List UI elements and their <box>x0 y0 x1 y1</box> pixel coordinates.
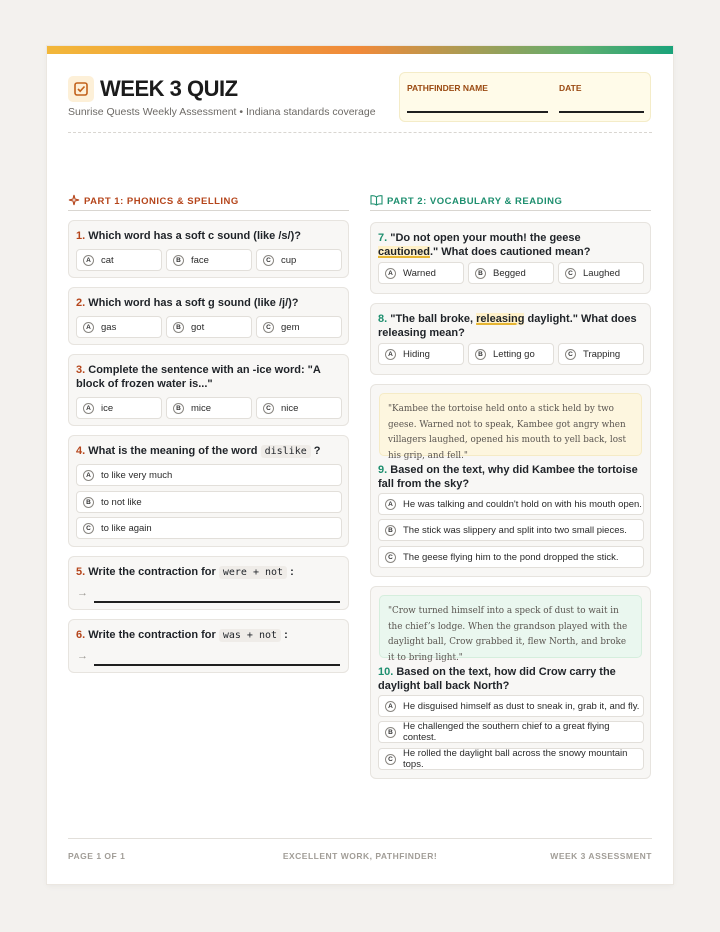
option-3c[interactable]: C nice <box>256 397 342 419</box>
option-9c[interactable]: C The geese flying him to the pond dropped the stick. <box>378 546 644 568</box>
checkbox-icon <box>68 76 94 102</box>
option-7c[interactable]: C Laughed <box>558 262 644 284</box>
page-title: WEEK 3 QUIZ <box>100 76 238 101</box>
option-9a[interactable]: A He was talking and couldn't hold on with his mouth open. <box>378 493 644 515</box>
question-card-3 <box>68 354 349 426</box>
quiz-sheet <box>47 46 673 884</box>
option-7a[interactable]: A Warned <box>378 262 464 284</box>
part2-rule <box>370 210 651 211</box>
option-10a[interactable]: A He disguised himself as dust to sneak in, grab it, and fly. <box>378 695 644 717</box>
option-1b[interactable]: B face <box>166 249 252 271</box>
option-2a[interactable]: A gas <box>76 316 162 338</box>
part1-rule <box>68 210 349 211</box>
question-card-6 <box>68 619 349 673</box>
footer-divider <box>68 838 652 839</box>
question-card-9 <box>370 384 651 577</box>
question-5-text: 5. Write the contraction for were + not : <box>76 566 294 578</box>
question-card-5 <box>68 556 349 610</box>
part1-heading <box>68 194 239 209</box>
arrow-right-icon: → <box>77 650 88 662</box>
question-9-text: 9. Based on the text, why did Kambee the tortoise fall from the sky? <box>378 464 638 490</box>
option-4b[interactable]: B to not like <box>76 491 342 513</box>
question-4-text: 4. What is the meaning of the word dislike ? <box>76 445 321 457</box>
option-2b[interactable]: B got <box>166 316 252 338</box>
option-8a[interactable]: A Hiding <box>378 343 464 365</box>
header-divider <box>68 132 652 133</box>
option-3a[interactable]: A ice <box>76 397 162 419</box>
question-card-2 <box>68 287 349 345</box>
answer-5-field[interactable] <box>94 601 340 603</box>
date-field[interactable] <box>559 111 644 113</box>
option-3b[interactable]: B mice <box>166 397 252 419</box>
name-field[interactable] <box>407 111 548 113</box>
passage-crow: "Crow turned himself into a speck of dust to wait in the chief’s lodge. When the grandson played with the daylight ball, Crow grabbed it, flew North, and broke it to bring light." <box>379 595 642 658</box>
part1-heading-text: PART 1: PHONICS & SPELLING <box>84 196 239 207</box>
answer-6-field[interactable] <box>94 664 340 666</box>
option-7b[interactable]: B Begged <box>468 262 554 284</box>
question-8-text: 8. "The ball broke, releasing daylight." What does releasing mean? <box>378 313 637 339</box>
option-8b[interactable]: B Letting go <box>468 343 554 365</box>
passage-kambee: "Kambee the tortoise held onto a stick held by two geese. Warned not to speak, Kambee got angry when villagers laughed, opened his mouth to yell back, lost his grip, and fell." <box>379 393 642 456</box>
footer-page-number: PAGE 1 OF 1 <box>68 851 126 861</box>
question-card-1 <box>68 220 349 278</box>
question-card-7 <box>370 222 651 294</box>
gradient-top-bar <box>47 46 673 54</box>
sparkle-icon <box>68 194 80 209</box>
question-7-text: 7. "Do not open your mouth! the geese cautioned." What does cautioned mean? <box>378 232 591 258</box>
date-label: DATE <box>559 83 582 93</box>
question-2-text: 2. Which word has a soft g sound (like /j/)? <box>76 297 299 309</box>
name-label: PATHFINDER NAME <box>407 83 488 93</box>
part2-heading <box>370 194 562 209</box>
footer-assessment-label: WEEK 3 ASSESSMENT <box>550 851 652 861</box>
question-card-10 <box>370 586 651 779</box>
option-1c[interactable]: C cup <box>256 249 342 271</box>
option-9b[interactable]: B The stick was slippery and split into two small pieces. <box>378 519 644 541</box>
page-subtitle: Sunrise Quests Weekly Assessment • Indiana standards coverage <box>68 106 376 118</box>
option-2c[interactable]: C gem <box>256 316 342 338</box>
option-8c[interactable]: C Trapping <box>558 343 644 365</box>
option-10b[interactable]: B He challenged the southern chief to a great flying contest. <box>378 721 644 743</box>
question-6-text: 6. Write the contraction for was + not : <box>76 629 288 641</box>
option-1a[interactable]: A cat <box>76 249 162 271</box>
arrow-right-icon: → <box>77 587 88 599</box>
question-card-8 <box>370 303 651 375</box>
option-10c[interactable]: C He rolled the daylight ball across the snowy mountain tops. <box>378 748 644 770</box>
part2-heading-text: PART 2: VOCABULARY & READING <box>387 196 563 207</box>
question-card-4 <box>68 435 349 547</box>
question-1-text: 1. Which word has a soft c sound (like /s/)? <box>76 230 301 242</box>
option-4c[interactable]: C to like again <box>76 517 342 539</box>
question-10-text: 10. Based on the text, how did Crow carry the daylight ball back North? <box>378 666 616 692</box>
option-4a[interactable]: A to like very much <box>76 464 342 486</box>
open-book-icon <box>370 194 383 209</box>
question-3-text: 3. Complete the sentence with an -ice word: "A block of frozen water is..." <box>76 364 321 390</box>
footer-message: EXCELLENT WORK, PATHFINDER! <box>282 851 438 861</box>
name-date-box <box>399 72 651 122</box>
